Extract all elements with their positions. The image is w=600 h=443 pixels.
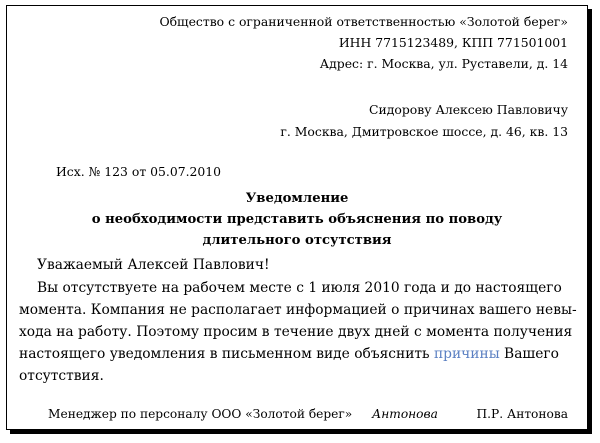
sender-address: Адрес: г. Москва, ул. Руставели, д. 14 (319, 56, 568, 71)
notice-subtitle-line2: длительного отсутствия (202, 233, 392, 248)
document-page (6, 5, 588, 430)
sender-company: Общество с ограниченной ответственностью «Золотой берег» (159, 14, 568, 29)
notice-title: Уведомление (245, 191, 349, 206)
body-line-5: отсутствия. (19, 368, 104, 384)
body-line-4-tail: Вашего (499, 346, 559, 362)
signatory-position: Менеджер по персоналу ООО «Золотой берег» (48, 407, 353, 421)
body-line-2: момента. Компания не располагает информацией о причинах вашего невы- (19, 302, 577, 318)
handwritten-signature: Антонова (372, 407, 438, 421)
reasons-link[interactable]: причины (433, 346, 500, 362)
greeting: Уважаемый Алексей Павлович! (37, 257, 270, 273)
body-line-4-text: настоящего уведомления в письменном виде объяснить (19, 346, 434, 362)
body-line-4 (19, 346, 559, 362)
body-line-3: хода на работу. Поэтому просим в течение двух дней с момента получения (19, 324, 573, 340)
recipient-address: г. Москва, Дмитровское шоссе, д. 46, кв. 13 (280, 124, 568, 139)
signatory-name: П.Р. Антонова (476, 407, 568, 421)
notice-subtitle-line1: о необходимости представить объяснения по поводу (91, 212, 503, 227)
outgoing-reference: Исх. № 123 от 05.07.2010 (56, 164, 222, 179)
body-line-1: Вы отсутствуете на рабочем месте с 1 июля 2010 года и до настоящего (37, 280, 562, 296)
recipient-name: Сидорову Алексею Павловичу (369, 102, 568, 117)
sender-inn-kpp: ИНН 7715123489, КПП 771501001 (338, 35, 568, 50)
